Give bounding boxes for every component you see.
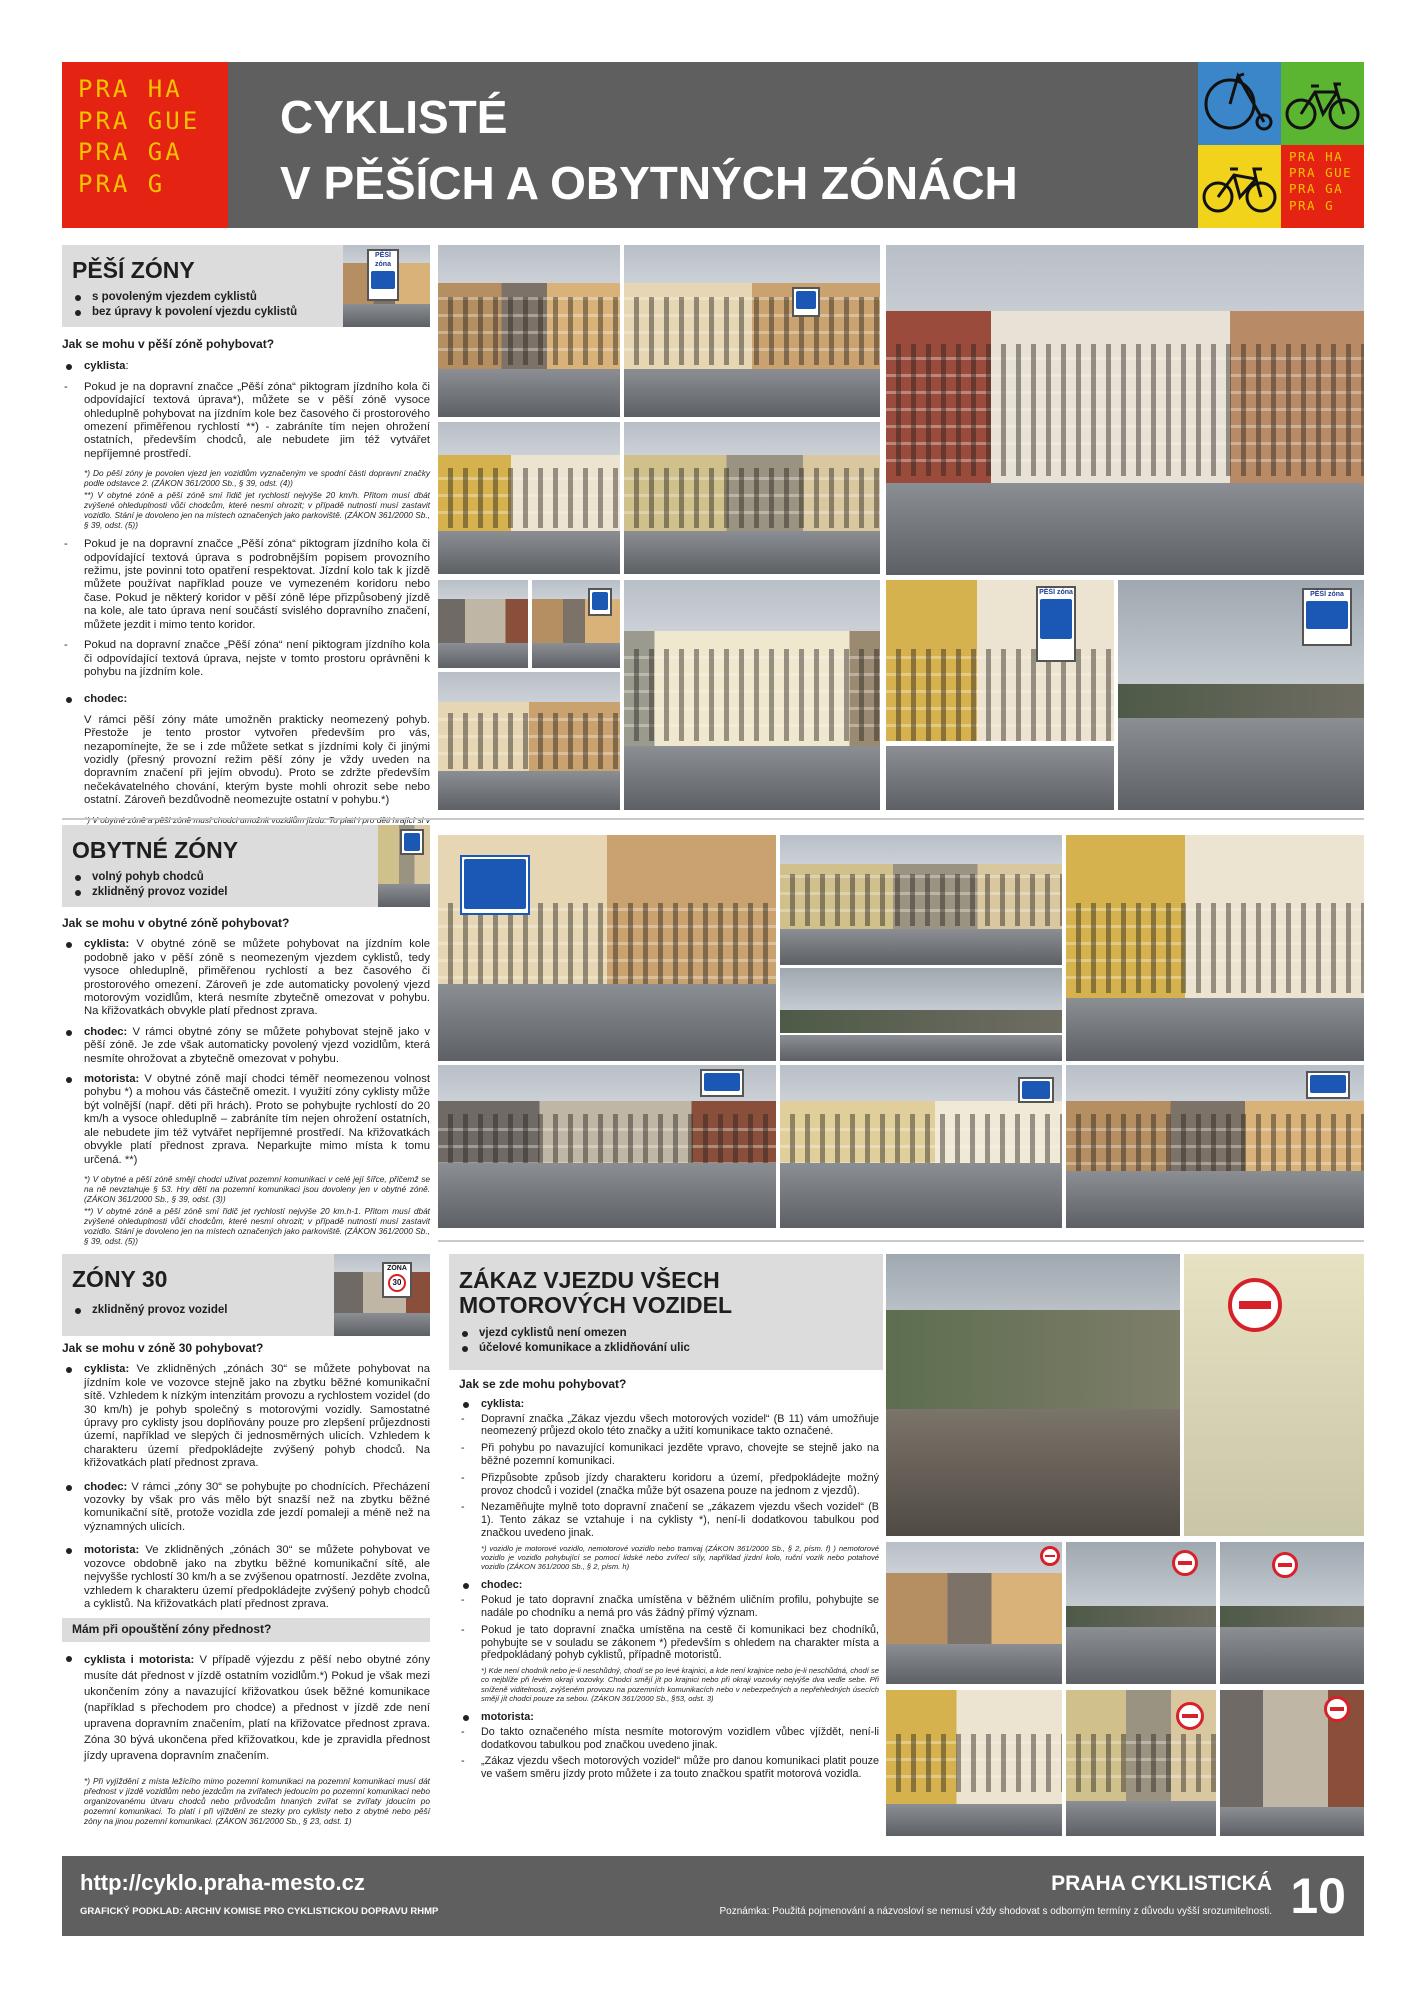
praha-logo: PRA HA PRA GUE PRA GA PRA G	[62, 62, 228, 228]
photo-alley-b11-4	[886, 1690, 1062, 1836]
zakaz-chodec-item: - Pokud je tato dopravní značka umístěna v běžném uličním profilu, pohybujte se nadále po chodníku a nemá pro vás žádný přímý význam.	[459, 1594, 879, 1620]
label-chodec: chodec:	[84, 693, 128, 706]
photo-wide-street	[780, 1065, 1062, 1228]
photo-yellow-alley	[1066, 835, 1364, 1061]
photo-street-b11-1	[886, 1542, 1062, 1684]
pesi-bullet: bez úpravy k povolení vjezdu cyklistů	[92, 305, 430, 320]
label-chodec: chodec:	[84, 1480, 128, 1493]
photo-parked-cars	[438, 1065, 776, 1228]
zakaz-bullet: vjezd cyklistů není omezen	[479, 1326, 883, 1341]
zakaz-cyklista-item: - Přizpůsobte způsob jízdy charakteru koridoru a území, předpokládejte možný provoz chodců i vozidel (značka může být osazena pouze na jednom z vjezdů).	[459, 1472, 879, 1498]
pesi-cyklista-p2: - Pokud je na dopravní značce „Pěší zóna“ piktogram jízdního kola či odpovídající textová úprava s podrobnějším popisem provozního režimu, jste povinni toto opatření respektovat. Jízdní kolo tak k jízdě můžete používat například pouze ve vymezeném koridoru nebo čase. Pokud je některý koridor v pěší zóně lépe přizpůsobený jízdě na kole, ale tato úprava není součástí svislého dopravního značení, můžete jezdit i mimo tento koridor.	[62, 538, 430, 632]
section-divider	[62, 818, 1364, 820]
pesi-zona-sign	[792, 287, 820, 317]
pesi-chodec-text: V rámci pěší zóny máte umožněn prakticky neomezený pohyb. Přestože je tento prostor vytvořen především pro vás, nezapomínejte, že se i zde můžete setkat s jízdními koly či jinými vozidly (přesný provozní režim pěší zóny je vždy uveden na dopravním značení při jejím obvodu). Proto se zdržte především nečekávatelného chování, kterým byste mohli ohrozit sebe nebo ostatní. Zároveň bezdůvodně neomezujte ostatní v pohybu.*)	[84, 713, 430, 807]
photo-trees-street	[780, 968, 1062, 1061]
pesi-zona-sign	[588, 588, 612, 616]
zony30-chodec-text: V rámci „zóny 30“ se pohybujte po chodnících. Přecházení vozovky by však pro vás mělo být snazší než na zbytku běžné komunikační sítě, protože vozidla zde jezdí pomaleji a méně než na významných ulicích.	[84, 1480, 431, 1533]
obytna-zona-sign	[1306, 1071, 1350, 1099]
pesi-note-2: **) V obytné zóně a pěší zóně smí řidič jet rychlostí nejvýše 20 km/h. Přitom musí dbát zvýšené ohleduplnosti vůči chodcům, které nesmí ohrozit; v případě nutnosti musí zastavit vozidlo. Stání je dovoleno jen na místech označených jako parkoviště. (ZÁKON 361/2000 Sb., § 39, odst. (5))	[84, 490, 430, 531]
photo-street-2	[624, 422, 880, 574]
zakaz-cyklista-item: - Při pohybu po navazující komunikaci jezděte vpravo, chovejte se stejně jako na běžné pozemní komunikaci.	[459, 1442, 879, 1468]
photo-st-nicholas-church	[886, 245, 1364, 575]
no-motor-vehicles-sign	[1040, 1546, 1060, 1566]
footer	[62, 1856, 1364, 1936]
page-number: 10	[1290, 1868, 1346, 1924]
zona-30-photo	[334, 1254, 430, 1336]
zakaz-cyklista-item: - Dopravní značka „Zákaz vjezdu všech motorových vozidel“ (B 11) vám umožňuje neomezený průjezd okolo této značky a užití komunikace takto označené.	[459, 1413, 879, 1439]
pesi-cyklista-p1: - Pokud je na dopravní značce „Pěší zóna“ piktogram jízdního kola či odpovídající textová úprava*), můžete se v pěší zóně vysoce ohleduplně pohybovat na jízdním kole bez časového či prostorového omezení přiměřenou rychlostí **) - zabráníte tím nejen ohrožení ostatních, především chodců, ale nebudete jim též vytvářet nepříjemné prostředí.	[62, 381, 430, 461]
no-motor-vehicles-sign	[1324, 1696, 1350, 1722]
pesi-question: Jak se mohu v pěší zóně pohybovat?	[62, 337, 275, 351]
obytne-chodec-text: V rámci obytné zóny se můžete pohybovat stejně jako v pěší zóně. Je zde však automaticky povolený vjezd vozidlům, která nesmíte ohrožovat a zbytečně omezovat v pohybu.	[84, 1025, 430, 1065]
zony-30-content	[62, 1342, 430, 1834]
pesi-bullet: s povoleným vjezdem cyklistů	[92, 290, 430, 305]
label-cyklista: cyklista:	[84, 1363, 130, 1376]
pesi-zona-sign	[1302, 588, 1352, 646]
photo-path-b11-2	[1066, 1542, 1216, 1684]
obytne-zony-content	[62, 917, 430, 1254]
footer-url[interactable]: http://cyklo.praha-mesto.cz	[80, 1870, 365, 1895]
footer-series: PRAHA CYKLISTICKÁ	[1051, 1872, 1272, 1895]
label-cyklista: cyklista	[84, 360, 126, 373]
zona-30-sign-label: ZÓNA	[387, 1265, 407, 1272]
footer-credit: GRAFICKÝ PODKLAD: ARCHIV KOMISE PRO CYKLISTICKOU DOPRAVU RHMP	[80, 1906, 439, 1917]
penny-farthing-icon	[1198, 62, 1281, 145]
zakaz-bullet: účelové komunikace a zklidňování ulic	[479, 1341, 883, 1356]
mountain-bike-icon	[1281, 62, 1364, 145]
label-chodec: chodec:	[84, 1025, 128, 1038]
photo-passage-b11-6	[1220, 1690, 1364, 1836]
zakaz-question: Jak se zde mohu pohybovat?	[459, 1377, 627, 1391]
photo-estates-theatre	[624, 580, 880, 810]
obytna-zona-sign	[400, 829, 424, 855]
zakaz-bullets	[449, 1326, 883, 1356]
obytne-note-1: *) V obytné a pěší zóně smějí chodci užívat pozemní komunikaci v celé její šířce, přičemž se na ně nevztahuje § 53. Hry dětí na pozemní komunikaci jsou dovoleny jen v obytné zóně. (ZÁKON 361/2000 Sb., § 39, odst. (3))	[84, 1173, 430, 1204]
footer-remark: Poznámka: Použitá pojmenování a názvosloví se nemusí vždy shodovat s odborným termíny z důvodu vyšší srozumitelnosti.	[719, 1906, 1272, 1917]
zakaz-content	[459, 1378, 879, 1788]
pesi-zony-content: Jak se mohu v pěší zóně pohybovat? cyklista: - Pokud je na dopravní značce „Pěší zóna“ piktogram jízdního kola či odpovídající textová úprava*), můžete se v pěší zóně vysoce ohleduplně pohybovat na jízdním kole bez časového či prostorového omezení přiměřenou rychlostí **) - zabráníte tím nejen ohrožení ostatních, především chodců, ale nebudete jim též vytvářet nepříjemné prostředí. *) Do pěší zóny je povolen vjezd jen vozidlům vyznačeným ve spodní části dopravní značky podle odstavce 2. (ZÁKON 361/2000 Sb., § 39, odst. (4)) **) V obytné zóně a pěší zóně smí řidič jet rychlostí nejvýše 20 km/h. Přitom musí dbát zvýšené ohleduplnosti vůči chodcům, které nesmí ohrozit; v případě nutnosti musí zastavit vozidlo. Stání je dovoleno jen na místech označených jako parkoviště. (ZÁKON 361/2000 Sb., § 39, odst. (5)) - Pokud je na dopravní značce „Pěší zóna“ piktogram jízdního kola či odpovídající textová úprava s podrobnějším popisem provozního režimu, jste povinni toto opatření respektovat. Jízdní kolo tak k jízdě můžete používat například pouze ve vymezeném koridoru nebo čase. Pokud je některý koridor v pěší zóně lépe přizpůsobený jízdě na kole, ale tato úprava není součástí svislého dopravního značení, můžete jezdit i mimo tento koridor. - Pokud na dopravní značce „Pěší zóna“ není piktogram jízdního kola či odpovídající textová úprava, nejste v tomto prostoru oprávněni k pohybu na jízdním kole. chodec: V rámci pěší zóny máte umožněn prakticky neomezený pohyb. Přestože je tento prostor vytvořen především pro vás, nezapomínejte, že se i zde můžete setkat s jízdními koly či jinými vozidly (přesný provozní režim pěší zóny je vždy uveden na dopravním značení při jejím obvodu). Proto se zdržte především nečekávatelného chování, kterým byste mohli ohrozit sebe nebo ostatní. Zároveň bezdůvodně neomezujte ostatní v pohybu.*)	[62, 338, 430, 843]
pesi-zona-sign	[367, 249, 399, 301]
obytne-zony-header	[62, 825, 430, 907]
obytne-question: Jak se mohu v obytné zóně pohybovat?	[62, 916, 290, 930]
zony-30-heading: ZÓNY 30	[72, 1266, 168, 1292]
obytna-zona-sign	[1018, 1077, 1054, 1103]
zakaz-cyklista-item: - Nezaměňujte mylně toto dopravní značení se „zákazem vjezdu všech vozidel“ (B 1). Tento zákaz se vztahuje i na cyklisty *), není-li dodatkovou tabulkou pod značkou uvedeno jinak.	[459, 1501, 879, 1539]
praha-logo-small: PRA HA PRA GUE PRA GA PRA G	[1281, 145, 1364, 228]
obytne-zony-heading: OBYTNÉ ZÓNY	[72, 837, 239, 863]
obytne-zony-bullets	[62, 870, 430, 900]
pesi-zona-sign	[1036, 586, 1076, 662]
photo-street-3	[438, 580, 528, 668]
photo-tyn-church	[438, 245, 620, 417]
photo-cyclist-b11-3	[1220, 1542, 1364, 1684]
pesi-zona-sign-photo	[343, 245, 430, 327]
section-divider	[438, 1240, 1364, 1242]
photo-pedestrian-street	[624, 245, 880, 417]
page-title-line-1: CYKLISTÉ	[280, 91, 508, 143]
obytne-motorista-text: V obytné zóně mají chodci téměř neomezenou volnost pohybu *) a mohou vás částečně omezit. I využití zóny cyklisty může být volnější (např. děti při hrách). Proto se pohybujte rychlostí do 20 km/h a vysoce ohleduplně – zabráníte tím nejen ohrožení ostatních, ale nebudete jim též vytvářet nepříjemné prostředí. Na křižovatkách obvykle platí přednost zprava. Neparkujte mimo místa k tomu určená. **)	[84, 1073, 430, 1166]
sign-label: PĚŠÍ zóna	[375, 252, 391, 268]
photo-cyclist-square	[886, 580, 1114, 810]
zony30-note: *) Při vyjíždění z místa ležícího mimo pozemní komunikaci na pozemní komunikaci musí dát přednost v jízdě vozidlům nebo jezdcům na zvířatech jedoucím po pozemní komunikaci nebo organizovanému útvaru chodců nebo průvodcům hnaných zvířat se zvířaty jdoucím po pozemní komunikaci. To platí i při vjíždění ze stezky pro cyklisty nebo z obytné nebo pěší zóny na jinou pozemní komunikaci. (ZÁKON 361/2000 Sb., § 23, odst. 1)	[84, 1775, 430, 1826]
zakaz-heading-line-1: ZÁKAZ VJEZDU VŠECH	[459, 1267, 720, 1293]
pesi-cyklista-p3: - Pokud na dopravní značce „Pěší zóna“ není piktogram jízdního kola či odpovídající textová úprava, nejste v tomto prostoru oprávněni k pohybu na jízdním kole.	[62, 639, 430, 679]
obytna-zona-photo	[378, 825, 430, 907]
obytne-bullet: zklidněný provoz vozidel	[92, 885, 430, 900]
zakaz-heading	[449, 1254, 883, 1318]
no-motor-vehicles-sign	[1176, 1702, 1204, 1730]
zakaz-note-1: *) vozidlo je motorové vozidlo, nemotorové vozidlo nebo tramvaj (ZÁKON 361/2000 Sb., § 2, písm. f) ) nemotorové vozidlo je vozidlo pohybující se pomocí lidské nebo zvířecí síly, například jízdní kolo, ruční vozík nebo potahové vozidlo (ZÁKON 361/2000 Sb., § 2, písm. h)	[481, 1543, 879, 1572]
photo-residential-zone-sign	[438, 835, 776, 1061]
zakaz-chodec-item: - Pokud je tato dopravní značka umístěna na cestě či komunikaci bez chodníků, pohybujte se v souladu se zákonem *) především s ohledem na charakter místa a předpokládaný pohyb cyklistů, případně motoristů.	[459, 1624, 879, 1662]
photo-statue-square	[438, 672, 620, 810]
photo-street-4	[532, 580, 620, 668]
obytne-cyklista-text: V obytné zóně se můžete pohybovat na jízdním kole podobně jako v pěší zóně s neomezeným vjezdem cyklistů, tedy vysoce ohleduplně, přiměřenou rychlostí a bez časového či prostorového omezení. Zároveň je zde automaticky povolený vjezd motorovým vozidlům, která nesmíte zbytečně omezovat v pohybu. Na křižovatkách obvykle platí přednost zprava.	[84, 938, 431, 1018]
zony30-cyklista-text: Ve zklidněných „zónách 30“ se můžete pohybovat na jízdním kole ve vozovce stejně jako na zbytku běžné komunikační sítě. Vzhledem k nízkým intenzitám provozu a rychlostem vozidel (do 30 km/h) je pohyb společný s motorovými vozidly. Samostatné úpravy pro cyklisty jsou doplňovány pouze pro zlepšení průjezdnosti území, například ve slepých či jednosměrných ulicích. Vzhledem k charakteru území předpokládejte zvýšený pohyb chodců. Na křižovatkách platí přednost zprava.	[84, 1363, 430, 1470]
label-cyklista-motorista: cyklista i motorista:	[84, 1653, 195, 1666]
photo-no-entry-sign	[1184, 1254, 1364, 1536]
no-motor-vehicles-sign	[1228, 1278, 1282, 1332]
photo-square-1	[438, 422, 620, 574]
photo-ramp-path	[886, 1254, 1180, 1536]
zakaz-vjezdu-header	[449, 1254, 883, 1370]
city-bike-icon	[1198, 145, 1281, 228]
photo-red-car-street	[1066, 1065, 1364, 1228]
zona-30-sign	[382, 1262, 412, 1298]
page-title	[280, 84, 1018, 216]
label-motorista: motorista:	[84, 1544, 140, 1557]
obytna-zona-sign	[700, 1069, 744, 1097]
photo-riverside-cyclist	[1118, 580, 1364, 810]
pesi-zony-heading: PĚŠÍ ZÓNY	[72, 257, 195, 283]
label-cyklista: cyklista:	[481, 1397, 525, 1410]
sign-label: PĚŠÍ zóna	[1039, 589, 1073, 596]
zakaz-motorista-item: - Do takto označeného místa nesmíte motorovým vozidlem vůbec vjíždět, není-li dodatkovou tabulkou pod značkou uvedeno jinak.	[459, 1726, 879, 1752]
no-motor-vehicles-sign	[1272, 1552, 1298, 1578]
obytna-zona-sign	[460, 855, 530, 915]
zakaz-motorista-item: - „Zákaz vjezdu všech motorových vozidel“ může pro danou komunikaci platit pouze ve vašem směru jízdy proto můžete i za touto značkou spatřit motorová vozidla.	[459, 1755, 879, 1781]
bike-logo	[1198, 62, 1364, 228]
page-title-line-2: V PĚŠÍCH A OBYTNÝCH ZÓNÁCH	[280, 157, 1018, 209]
zakaz-note-2: *) Kde není chodník nebo je-li neschůdný, chodí se po levé krajnici, a kde není krajnice nebo je-li neschůdná, chodí se co nejblíže při levém okraji vozovky. Chodci smějí jít po krajnici nebo při okraji vozovky nejvýše dva vedle sebe. Při sníženě viditelnosti, zvýšeném provozu na pozemních komunikacích nebo v nebezpečných a nepřehledných úsecích smějí jít chodci pouze za sebou. (ZÁKON 361/2000 Sb., §53, odst. 3)	[481, 1666, 879, 1703]
label-cyklista: cyklista:	[84, 938, 130, 951]
photo-bollards	[780, 835, 1062, 965]
photo-alley-b11-5	[1066, 1690, 1216, 1836]
leaving-zone-text: V případě výjezdu z pěší nebo obytné zóny musíte dát přednost v jízdě ostatním vozidlům.*) Pokud je však mezi ukončením zóny a navazující křižovatkou úsek běžné komunikace (například s přechodem pro chodce) a přednost v jízdě zde není upravena dopravním značením, platí na křižovatce přednost zprava. Zóna 30 bývá ukončena před křižovatkou, kde je zpravidla přednost jízdy upravena dopravním značením.	[84, 1653, 430, 1762]
zony30-question: Jak se mohu v zóně 30 pohybovat?	[62, 1341, 264, 1355]
zona-30-sign-number: 30	[388, 1274, 406, 1292]
label-motorista: motorista:	[84, 1073, 140, 1086]
sign-label: PĚŠÍ zóna	[1310, 591, 1344, 598]
leaving-zone-heading: Mám při opouštění zóny přednost?	[62, 1618, 430, 1641]
no-motor-vehicles-sign	[1172, 1550, 1198, 1576]
pesi-note-1: *) Do pěší zóny je povolen vjezd jen vozidlům vyznačeným ve spodní části dopravní značky podle odstavce 2. (ZÁKON 361/2000 Sb., § 39, odst. (4))	[84, 468, 430, 489]
label-chodec: chodec:	[481, 1579, 523, 1592]
zony30-motorista-text: Ve zklidněných „zónách 30“ se můžete pohybovat ve vozovce obdobně jako na zbytku běžné komunikační sítě, ale nejvyšše rychlostí 30 km/h a se zvýšenou opatrností. Jezděte zvolna, vzhledem k charakteru území předpokládejte zvýšený pohyb chodců a cyklistů. Na křižovatkách platí přednost zprava.	[84, 1544, 430, 1610]
obytne-bullet: volný pohyb chodců	[92, 870, 430, 885]
zakaz-heading-line-2: MOTOROVÝCH VOZIDEL	[459, 1292, 733, 1318]
zony30-bullet: zklidněný provoz vozidel	[92, 1303, 430, 1318]
label-motorista: motorista:	[481, 1710, 534, 1723]
obytne-note-2: **) V obytné zóně a pěší zóně smí řidič jet rychlostí nejvýše 20 km.h-1. Přitom musí dbát zvýšené ohleduplnosti vůči chodcům, které nesmí ohrozit; v případě nutnosti musí zastavit vozidlo. Stání je dovoleno jen na místech označených jako parkoviště. (ZÁKON 361/2000 Sb., § 39, odst. (5))	[84, 1205, 430, 1246]
